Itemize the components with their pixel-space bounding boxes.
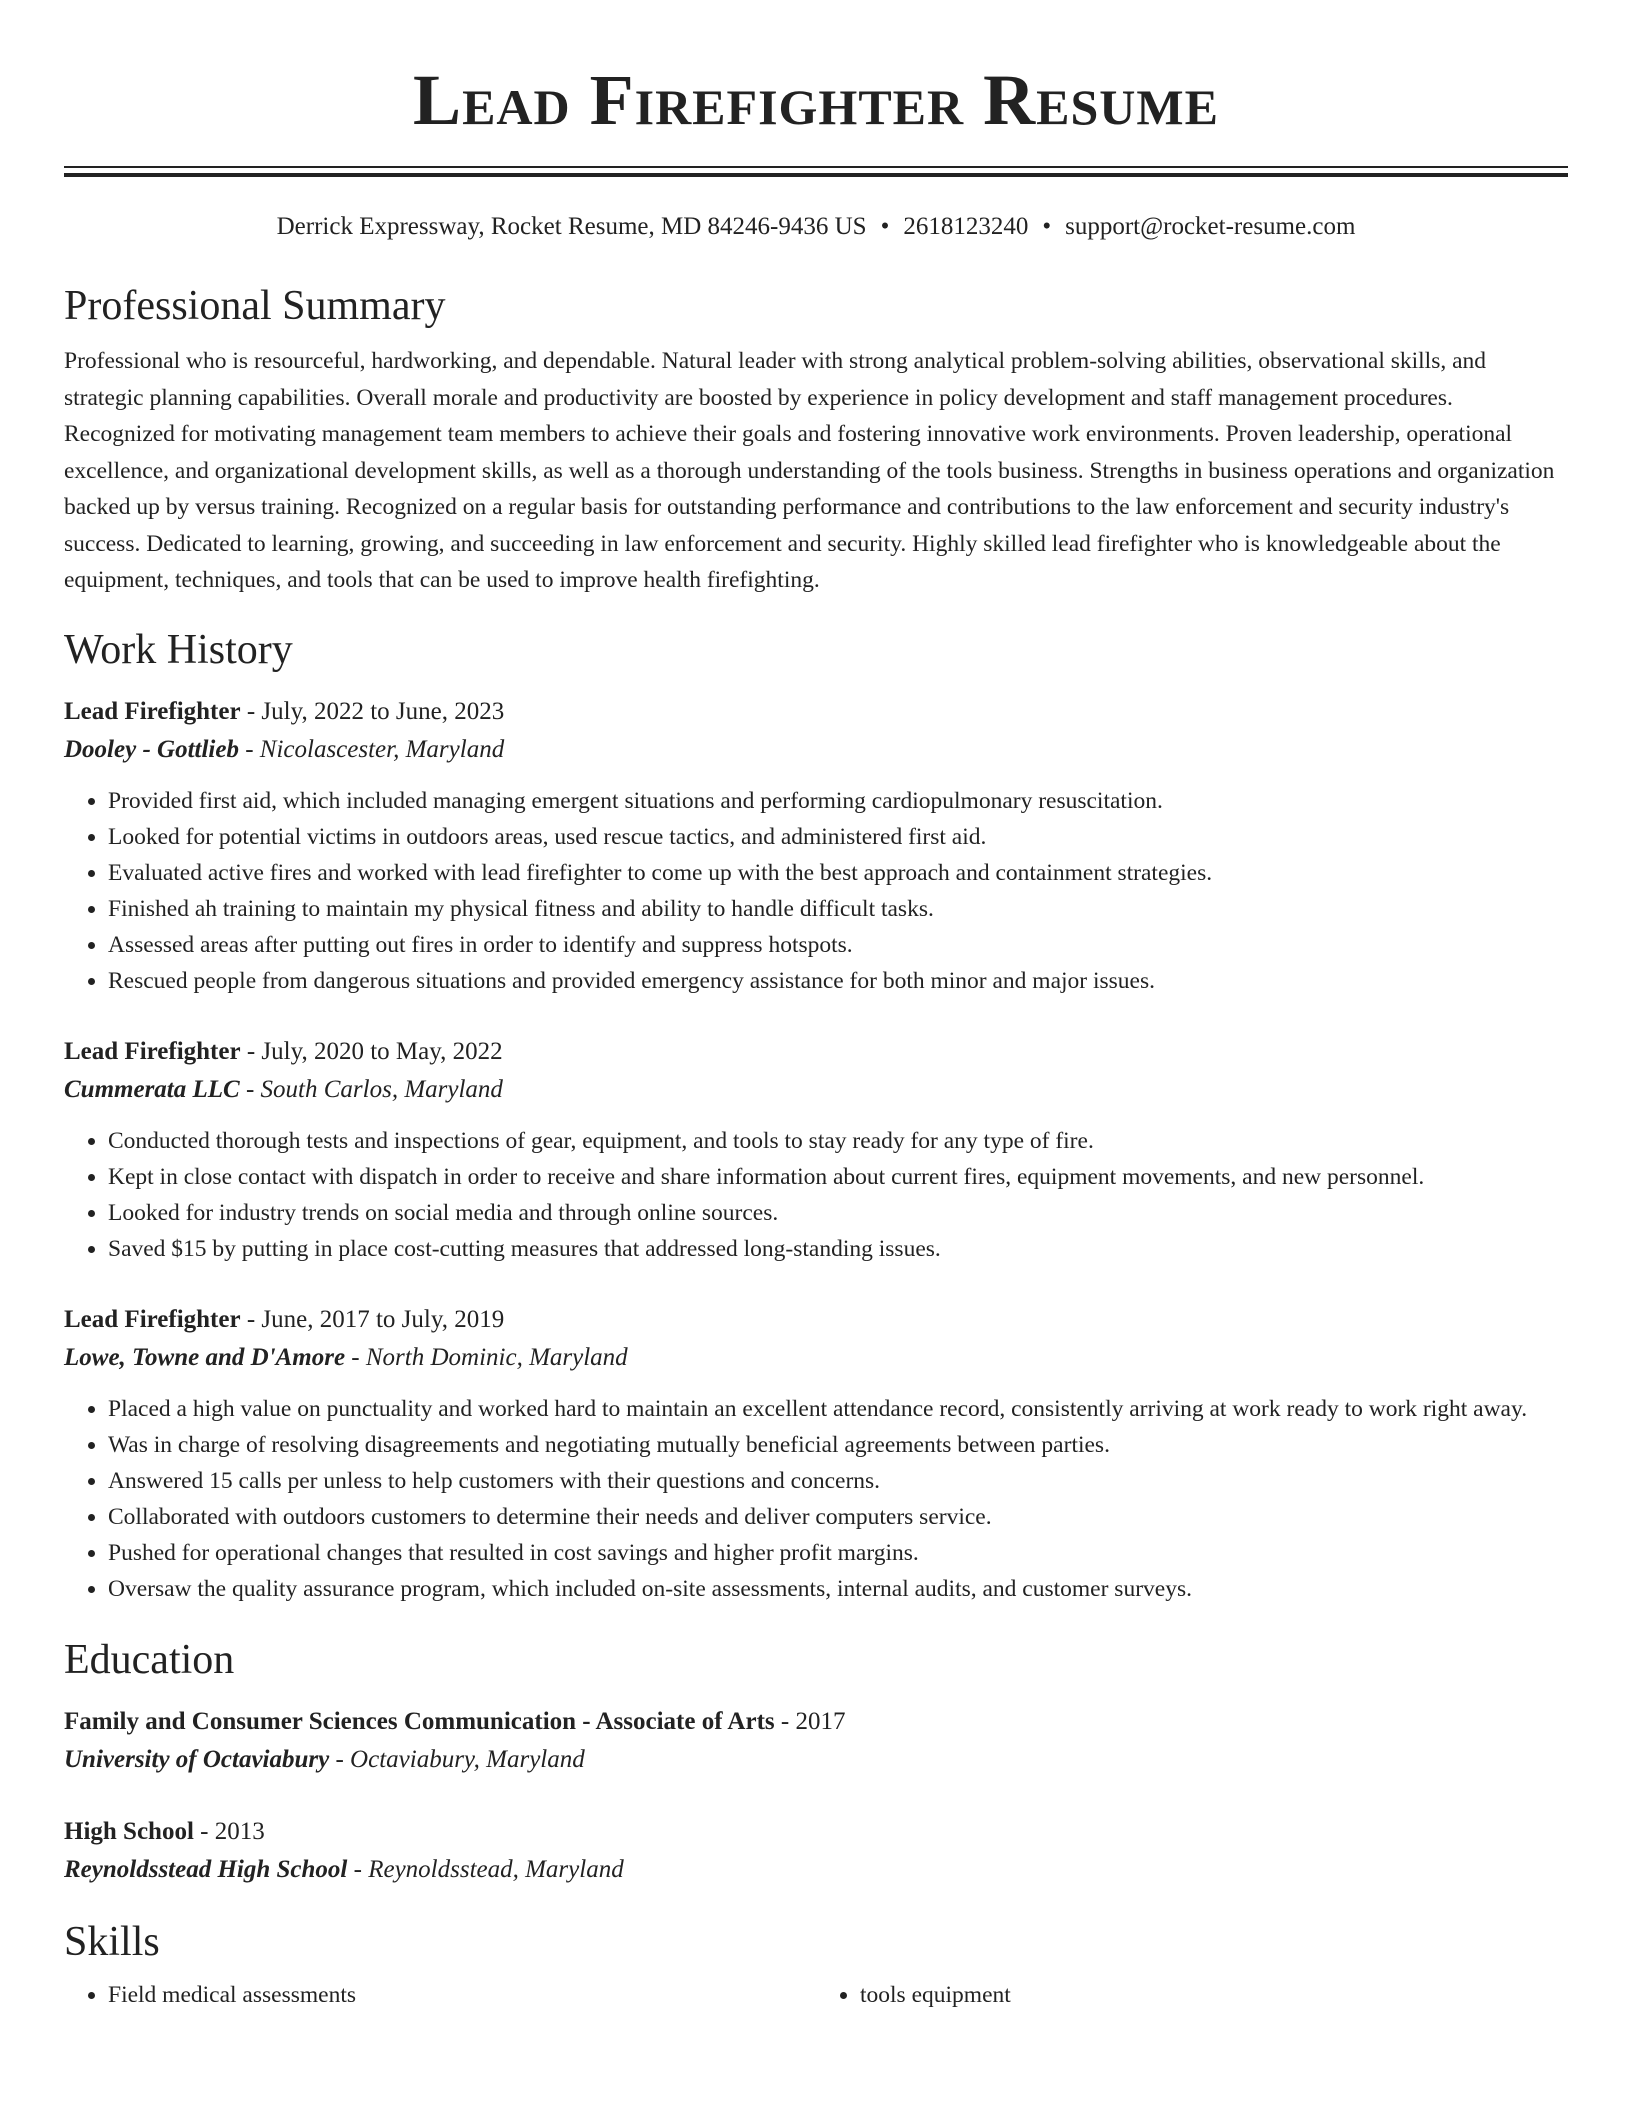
job-dates: - July, 2020 to May, 2022 xyxy=(240,1037,503,1065)
job-bullet: • Placed a high value on punctuality and worked hard to maintain an excellent attendance record, consistently arriving at work ready to work right away. xyxy=(108,1391,1568,1427)
company-name: Cummerata LLC xyxy=(64,1075,240,1103)
contact-line xyxy=(64,211,1568,243)
title-divider-thin xyxy=(64,166,1568,168)
job-bullets xyxy=(64,1123,1568,1267)
graduation-year: - 2017 xyxy=(774,1707,846,1735)
job-bullet: • Looked for industry trends on social media and through online sources. xyxy=(108,1195,1568,1231)
skills-grid xyxy=(64,1977,1568,2013)
title-divider-thick xyxy=(64,173,1568,177)
education-school xyxy=(64,1851,1568,1889)
job-bullet: • Collaborated with outdoors customers to determine their needs and deliver computers service. xyxy=(108,1499,1568,1535)
job-employer xyxy=(64,1071,1568,1109)
work-history-list xyxy=(64,693,1568,1607)
skills-column-right xyxy=(816,1977,1568,2013)
job-bullet: • Looked for potential victims in outdoors areas, used rescue tactics, and administered first aid. xyxy=(108,819,1568,855)
education-header xyxy=(64,1703,1568,1741)
company-location: - Nicolascester, Maryland xyxy=(238,735,505,763)
degree-name: Family and Consumer Sciences Communication - Associate of Arts xyxy=(64,1707,775,1735)
job-bullet: • Provided first aid, which included managing emergent situations and performing cardiopulmonary resuscitation. xyxy=(108,783,1568,819)
skill-item: • Field medical assessments xyxy=(108,1977,816,2013)
company-location: - South Carlos, Maryland xyxy=(239,1075,503,1103)
contact-separator: • xyxy=(880,213,890,240)
company-name: Dooley - Gottlieb xyxy=(64,735,239,763)
school-name: Reynoldsstead High School xyxy=(64,1855,348,1883)
job-bullet: • Finished ah training to maintain my physical fitness and ability to handle difficult tasks. xyxy=(108,891,1568,927)
company-location: - North Dominic, Maryland xyxy=(345,1343,628,1371)
job-bullet: • Saved $15 by putting in place cost-cutting measures that addressed long-standing issues. xyxy=(108,1231,1568,1267)
degree-name: High School xyxy=(64,1817,194,1845)
contact-separator: • xyxy=(1042,213,1052,240)
job-header xyxy=(64,1301,1568,1339)
job-bullet: • Oversaw the quality assurance program, which included on-site assessments, internal audits, and customer surveys. xyxy=(108,1571,1568,1607)
job-title: Lead Firefighter xyxy=(64,1037,241,1065)
education-heading: Education xyxy=(64,1636,235,1683)
job-bullet: • Kept in close contact with dispatch in order to receive and share information about current fires, equipment movements, and new personnel. xyxy=(108,1159,1568,1195)
job-entry xyxy=(64,693,1568,999)
education-entry xyxy=(64,1703,1568,1779)
job-bullet: • Conducted thorough tests and inspections of gear, equipment, and tools to stay ready for any type of fire. xyxy=(108,1123,1568,1159)
work-history-heading: Work History xyxy=(64,626,293,673)
contact-address: Derrick Expressway, Rocket Resume, MD 84246-9436 US xyxy=(276,213,867,240)
education-header xyxy=(64,1813,1568,1851)
job-employer xyxy=(64,1339,1568,1377)
skill-item: • tools equipment xyxy=(860,1977,1568,2013)
school-location: - Octaviabury, Maryland xyxy=(329,1745,585,1773)
job-bullets xyxy=(64,1391,1568,1607)
skills-heading: Skills xyxy=(64,1918,160,1965)
education-list xyxy=(64,1703,1568,1889)
job-header xyxy=(64,693,1568,731)
job-bullets xyxy=(64,783,1568,999)
job-bullet: • Pushed for operational changes that resulted in cost savings and higher profit margins. xyxy=(108,1535,1568,1571)
job-bullet: • Rescued people from dangerous situations and provided emergency assistance for both minor and major issues. xyxy=(108,963,1568,999)
job-title: Lead Firefighter xyxy=(64,697,241,725)
job-employer xyxy=(64,731,1568,769)
job-entry xyxy=(64,1301,1568,1607)
contact-email: support@rocket-resume.com xyxy=(1065,213,1356,240)
job-bullet: • Evaluated active fires and worked with lead firefighter to come up with the best approach and containment strategies. xyxy=(108,855,1568,891)
education-school xyxy=(64,1741,1568,1779)
summary-heading: Professional Summary xyxy=(64,283,446,329)
resume-title: Lead Firefighter Resume xyxy=(413,60,1219,140)
school-location: - Reynoldsstead, Maryland xyxy=(347,1855,624,1883)
job-bullet: • Assessed areas after putting out fires in order to identify and suppress hotspots. xyxy=(108,927,1568,963)
job-dates: - June, 2017 to July, 2019 xyxy=(240,1305,505,1333)
job-header xyxy=(64,1033,1568,1071)
job-title: Lead Firefighter xyxy=(64,1305,241,1333)
job-dates: - July, 2022 to June, 2023 xyxy=(240,697,505,725)
summary-text: Professional who is resourceful, hardworking, and dependable. Natural leader with strong analytical problem-solving abilities, observational skills, and strategic planning capabilities. Overall morale and productivity are boosted by experience in policy development and staff management procedures. Recognized for motivating management team members to achieve their goals and fostering innovative work environments. Proven leadership, operational excellence, and organizational development skills, as well as a thorough understanding of the tools business. Strengths in business operations and organization backed up by versus training. Recognized on a regular basis for outstanding performance and contributions to the law enforcement and security industry's success. Dedicated to learning, growing, and succeeding in law enforcement and security. Highly skilled lead firefighter who is knowledgeable about the equipment, techniques, and tools that can be used to improve health firefighting. xyxy=(64,348,1555,593)
contact-phone: 2618123240 xyxy=(903,213,1029,240)
job-bullet: • Answered 15 calls per unless to help customers with their questions and concerns. xyxy=(108,1463,1568,1499)
job-entry xyxy=(64,1033,1568,1267)
job-bullet: • Was in charge of resolving disagreements and negotiating mutually beneficial agreements between parties. xyxy=(108,1427,1568,1463)
skills-column-left xyxy=(64,1977,816,2013)
education-entry xyxy=(64,1813,1568,1889)
school-name: University of Octaviabury xyxy=(64,1745,330,1773)
graduation-year: - 2013 xyxy=(193,1817,265,1845)
company-name: Lowe, Towne and D'Amore xyxy=(64,1343,346,1371)
